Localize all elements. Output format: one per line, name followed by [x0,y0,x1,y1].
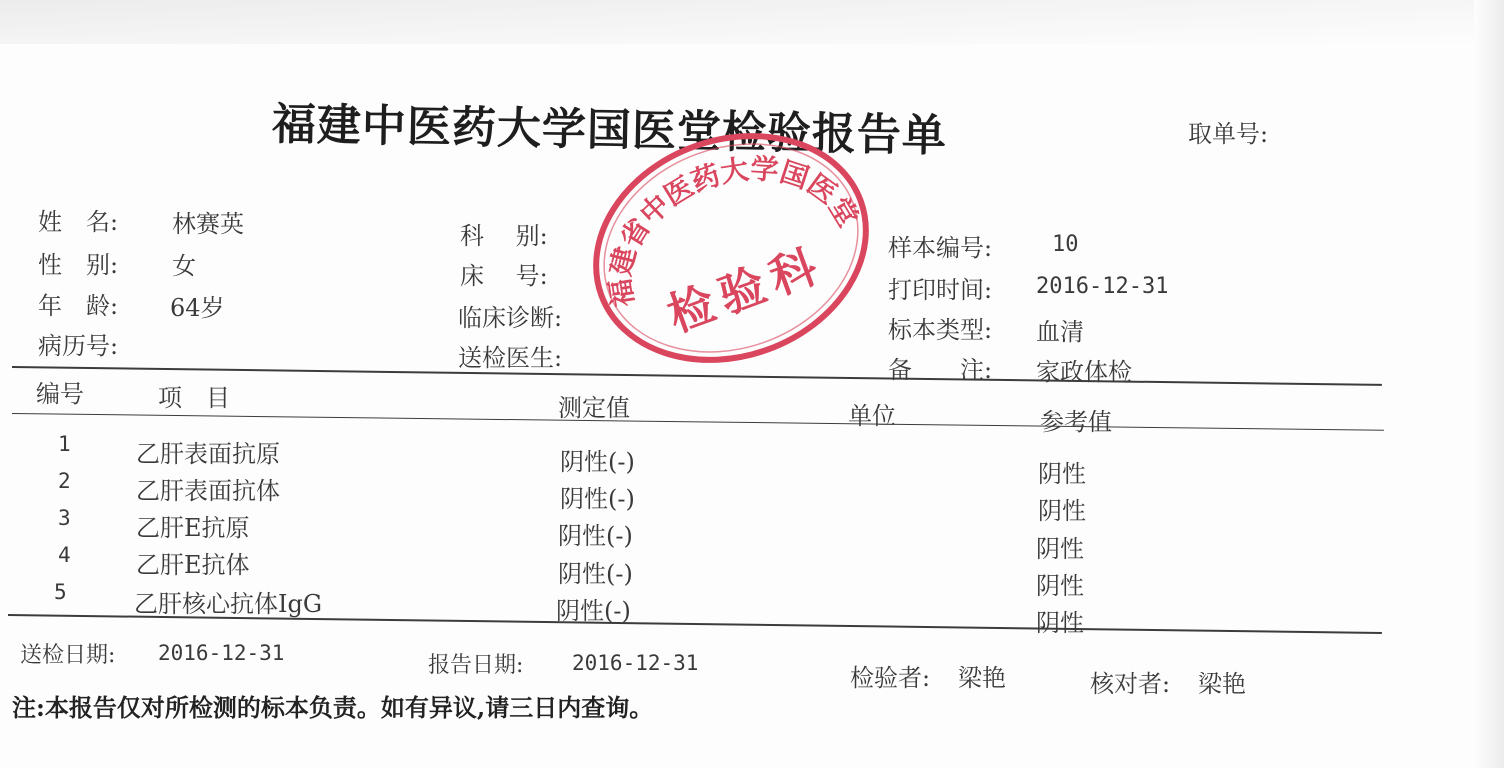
row-number: 4 [58,543,71,567]
row-reference: 阴性 [1036,572,1084,600]
sample-number: 10 [1052,232,1079,257]
report-title: 福建中医药大学国医堂检验报告单 [271,99,948,162]
remark: 家政体检 [1036,358,1132,386]
report-date-label: 报告日期: [428,653,524,678]
seal-center-text: 检验科 [660,236,832,343]
submit-date: 2016-12-31 [158,641,285,665]
ticket-number-label: 取单号: [1188,120,1269,148]
patient-age: 64岁 [170,294,225,322]
col-header-no: 编号 [36,380,84,408]
row-value: 阴性(-) [558,522,633,550]
checker-label: 核对者: [1090,670,1171,698]
clinical-diagnosis-label: 临床诊断: [458,304,563,332]
row-reference: 阴性 [1036,535,1084,563]
col-header-reference: 参考值 [1040,408,1112,436]
submit-date-label: 送检日期: [20,643,116,668]
tester-label: 检验者: [850,664,931,692]
scan-edge-right [1474,0,1504,768]
patient-age-label: 年 龄: [38,292,119,320]
col-header-value: 测定值 [558,394,630,422]
row-reference: 阴性 [1038,497,1086,525]
row-value: 阴性(-) [558,560,633,588]
patient-gender-label: 性 别: [38,251,119,279]
row-number: 1 [58,432,71,456]
row-item: 乙肝E抗原 [136,514,250,542]
seal-arc-text: 福建省中医药大学国医堂 [603,152,865,310]
row-value: 阴性(-) [556,597,631,625]
row-number: 2 [58,469,71,493]
print-time: 2016-12-31 [1036,274,1169,299]
row-value: 阴性(-) [560,448,635,476]
checker-name: 梁艳 [1198,670,1246,698]
sample-number-label: 样本编号: [888,234,993,262]
disclaimer-note: 注:本报告仅对所检测的标本负责。如有异议,请三日内查询。 [12,693,654,722]
header-bottom-rule [12,413,1384,431]
row-item: 乙肝E抗体 [136,551,250,579]
report-date: 2016-12-31 [572,651,699,675]
tester-name: 梁艳 [958,664,1006,692]
row-number: 5 [54,580,67,604]
scan-edge-top [0,0,1504,44]
row-value: 阴性(-) [560,485,635,513]
row-item: 乙肝核心抗体IgG [134,590,323,618]
row-reference: 阴性 [1038,460,1086,488]
sample-type: 血清 [1036,318,1084,346]
patient-gender: 女 [172,252,196,280]
sample-type-label: 标本类型: [888,316,993,344]
col-header-unit: 单位 [848,402,896,430]
row-item: 乙肝表面抗原 [136,440,280,468]
patient-name-label: 姓 名: [38,208,119,236]
print-time-label: 打印时间: [888,276,993,304]
bed-number-label: 床 号: [460,262,548,290]
medical-record-label: 病历号: [38,332,119,360]
referring-doctor-label: 送检医生: [458,344,563,372]
patient-name: 林赛英 [172,210,244,238]
row-item: 乙肝表面抗体 [136,477,280,505]
row-reference: 阴性 [1036,609,1084,637]
row-number: 3 [58,506,71,530]
remark-label: 备 注: [888,356,993,384]
col-header-item: 项 目 [158,384,230,412]
department-label: 科 别: [460,222,548,250]
